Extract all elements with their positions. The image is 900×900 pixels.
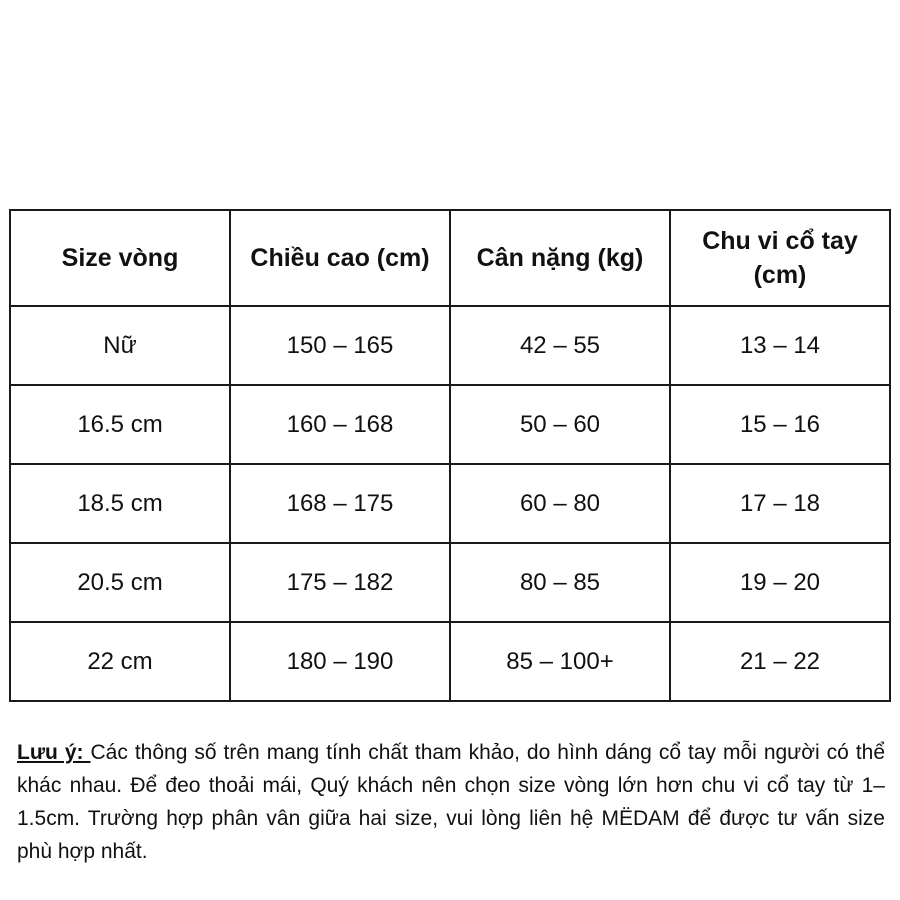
- note-text: Các thông số trên mang tính chất tham khảo, do hình dáng cổ tay mỗi người có thể khác nhau. Để đeo thoải mái, Quý khách nên chọn size vòng lớn hơn chu vi cổ tay từ 1–1.5cm. Trường hợp phân vân giữa hai size, vui lòng liên hệ MËDAM để được tư vấn size phù hợp nhất.: [17, 741, 886, 863]
- table-row: [10, 464, 890, 543]
- cell-wrist: 13 – 14: [670, 306, 890, 385]
- header-size-vong: Size vòng: [10, 210, 230, 306]
- cell-weight: 85 – 100+: [450, 622, 670, 701]
- cell-height: 150 – 165: [230, 306, 450, 385]
- cell-size: 20.5 cm: [10, 543, 230, 622]
- cell-height: 160 – 168: [230, 385, 450, 464]
- note-paragraph: [17, 736, 885, 868]
- cell-wrist: 19 – 20: [670, 543, 890, 622]
- cell-size: 16.5 cm: [10, 385, 230, 464]
- cell-wrist: 21 – 22: [670, 622, 890, 701]
- table-row: [10, 385, 890, 464]
- cell-weight: 50 – 60: [450, 385, 670, 464]
- cell-weight: 80 – 85: [450, 543, 670, 622]
- header-can-nang: Cân nặng (kg): [450, 210, 670, 306]
- size-chart-table: [9, 209, 891, 702]
- cell-wrist: 15 – 16: [670, 385, 890, 464]
- header-chieu-cao: Chiều cao (cm): [230, 210, 450, 306]
- table-header-row: [10, 210, 890, 306]
- cell-size: 18.5 cm: [10, 464, 230, 543]
- note-label: Lưu ý:: [17, 741, 91, 764]
- cell-weight: 60 – 80: [450, 464, 670, 543]
- table-row: [10, 306, 890, 385]
- table-row: [10, 543, 890, 622]
- table-row: [10, 622, 890, 701]
- cell-size: Nữ: [10, 306, 230, 385]
- cell-wrist: 17 – 18: [670, 464, 890, 543]
- cell-size: 22 cm: [10, 622, 230, 701]
- cell-height: 175 – 182: [230, 543, 450, 622]
- cell-weight: 42 – 55: [450, 306, 670, 385]
- cell-height: 168 – 175: [230, 464, 450, 543]
- header-chu-vi-co-tay: Chu vi cổ tay (cm): [670, 210, 890, 306]
- cell-height: 180 – 190: [230, 622, 450, 701]
